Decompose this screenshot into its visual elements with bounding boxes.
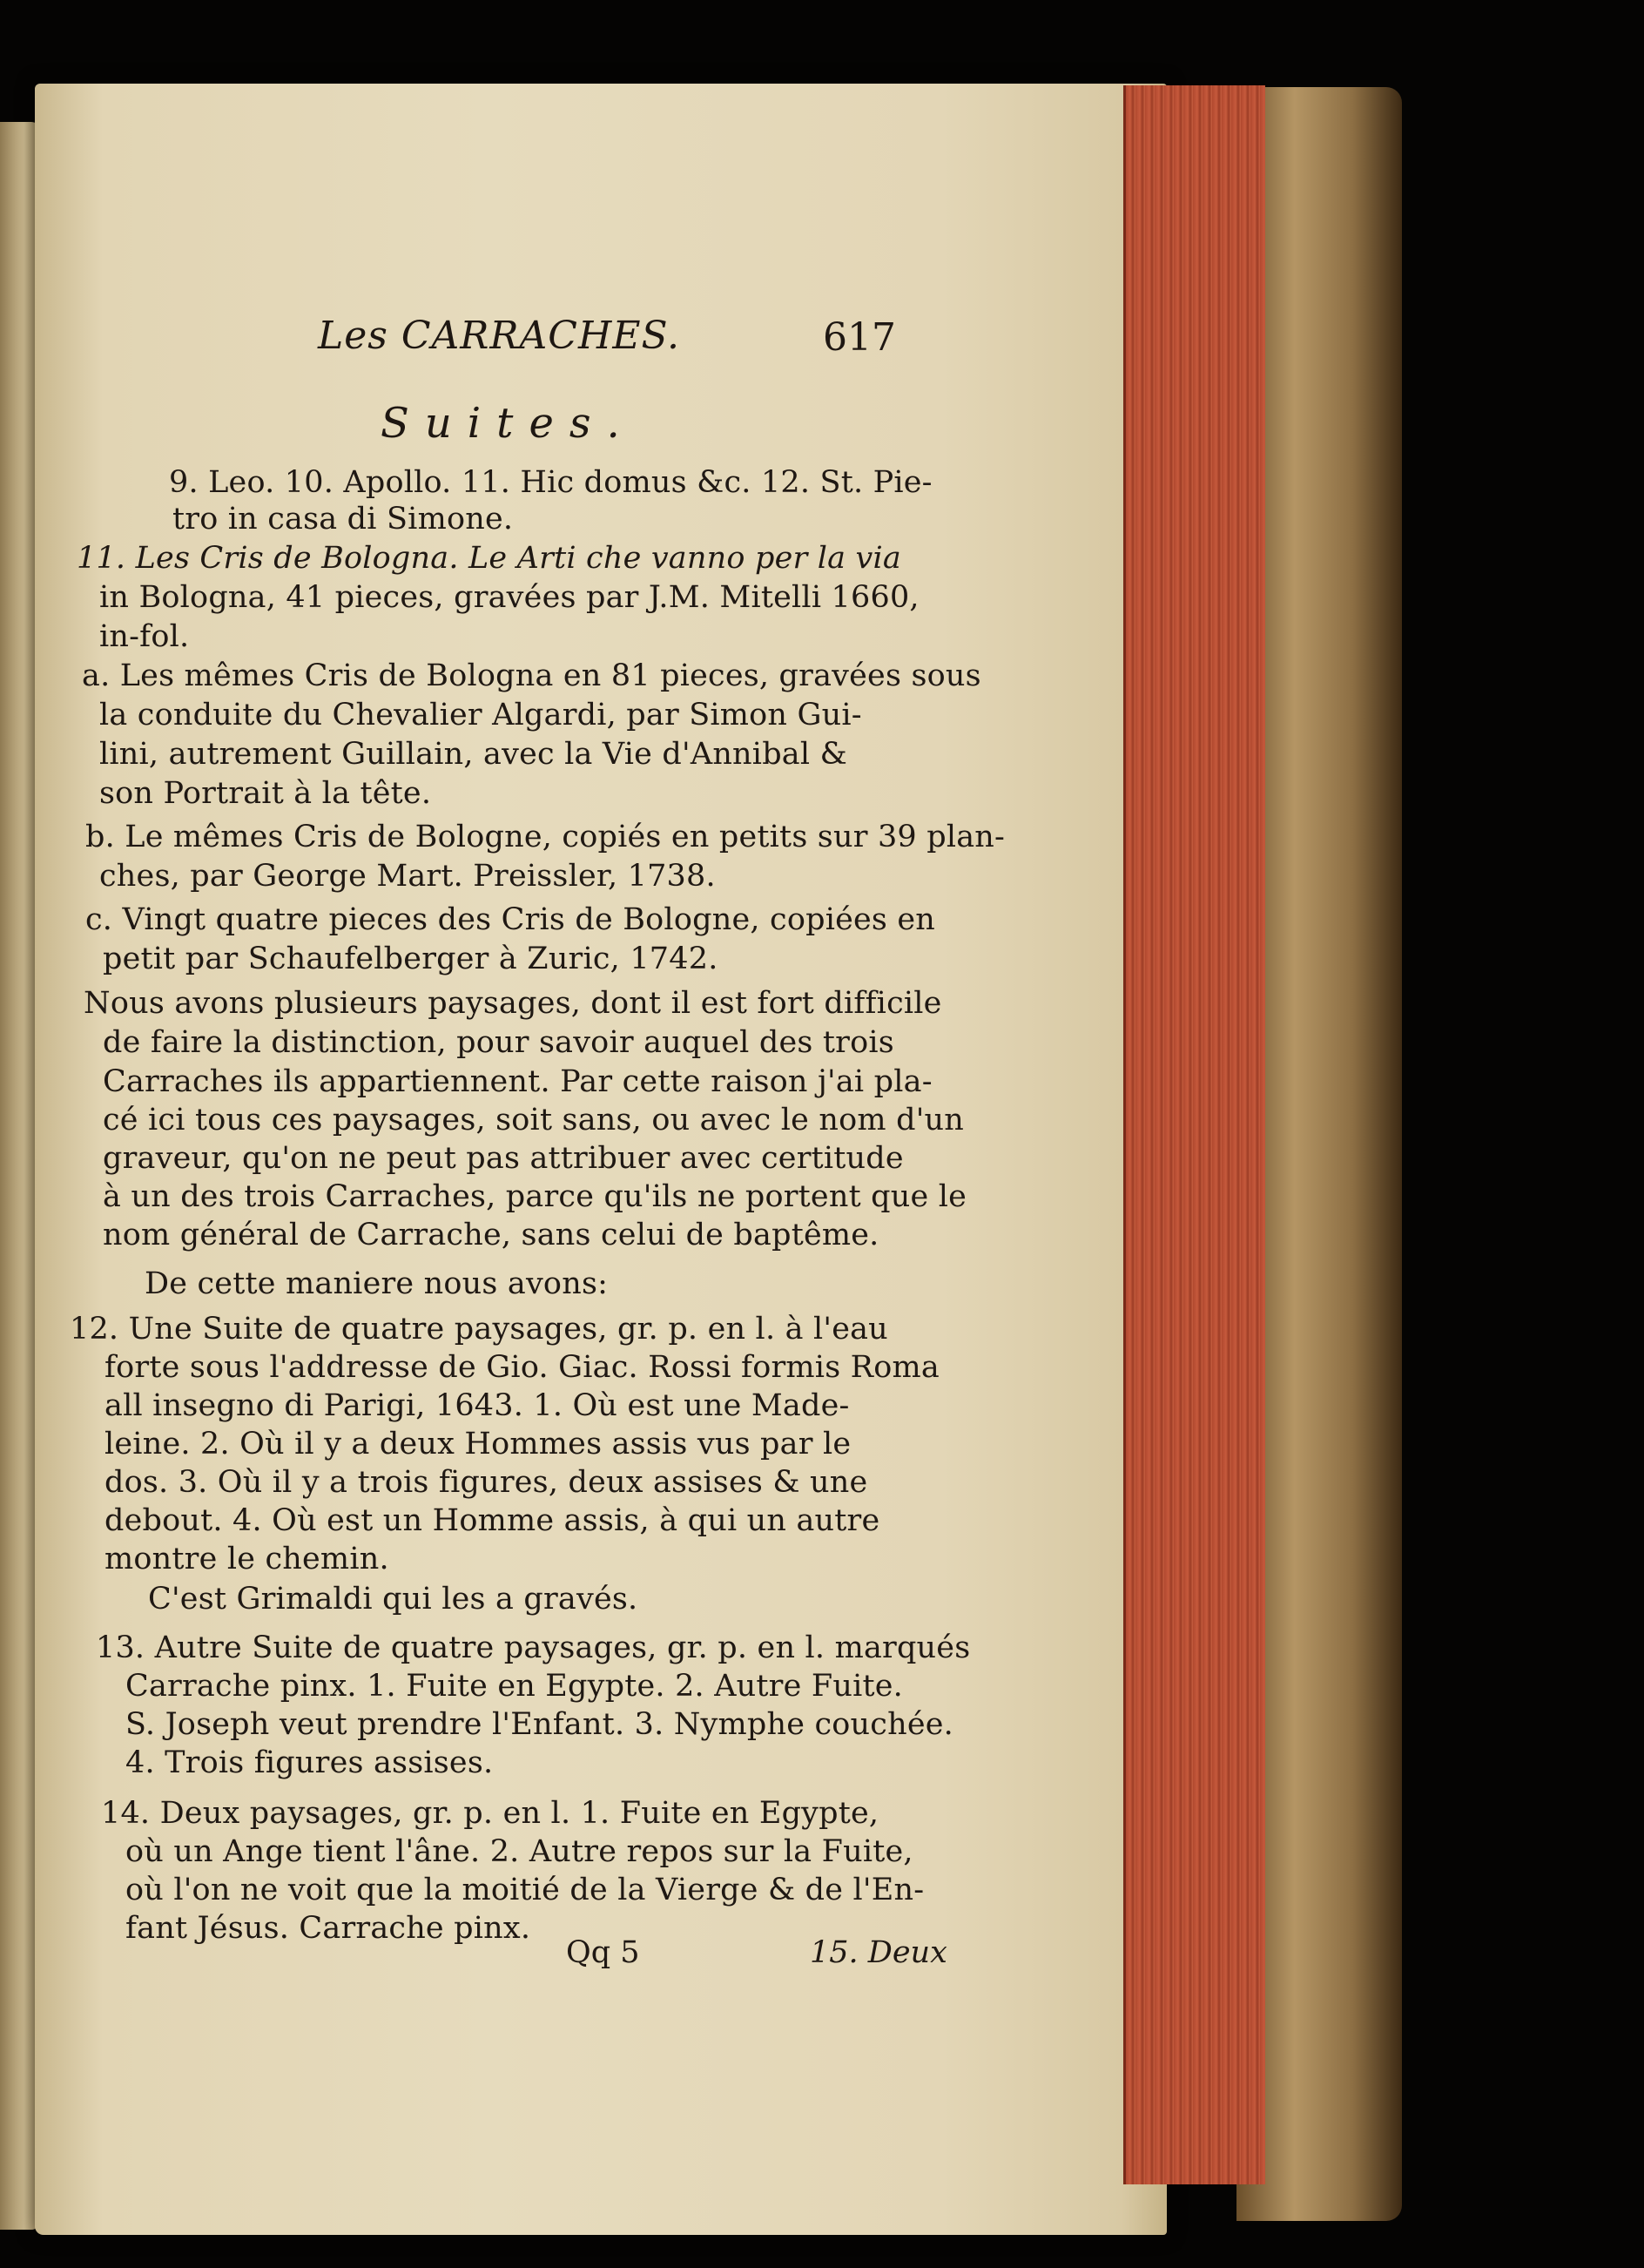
text-line: b. Le mêmes Cris de Bologne, copiés en petits sur 39 plan- bbox=[85, 820, 1006, 854]
text-line: petit par Schaufelberger à Zuric, 1742. bbox=[103, 942, 718, 976]
signature-mark: Qq 5 bbox=[566, 1935, 640, 1970]
text-line: montre le chemin. bbox=[104, 1542, 389, 1576]
text-line: 12. Une Suite de quatre paysages, gr. p. en l. à l'eau bbox=[70, 1312, 888, 1347]
text-line: à un des trois Carraches, parce qu'ils ne portent que le bbox=[103, 1179, 967, 1214]
text-line: debout. 4. Où est un Homme assis, à qui un autre bbox=[104, 1503, 880, 1538]
text-line: 9. Leo. 10. Apollo. 11. Hic domus &c. 12. St. Pie- bbox=[169, 465, 933, 500]
text-line: cé ici tous ces paysages, soit sans, ou avec le nom d'un bbox=[103, 1103, 965, 1137]
text-line: Carrache pinx. 1. Fuite en Egypte. 2. Autre Fuite. bbox=[125, 1669, 903, 1704]
text-line: 11. Les Cris de Bologna. Le Arti che vanno per la via bbox=[77, 541, 901, 576]
text-line: leine. 2. Où il y a deux Hommes assis vus par le bbox=[104, 1427, 852, 1461]
section-heading: Suites. bbox=[381, 399, 636, 448]
text-line: C'est Grimaldi qui les a gravés. bbox=[148, 1582, 638, 1617]
text-line: Nous avons plusieurs paysages, dont il est fort difficile bbox=[84, 986, 942, 1021]
page-number: 617 bbox=[823, 315, 896, 360]
text-line: graveur, qu'on ne peut pas attribuer avec certitude bbox=[103, 1141, 904, 1176]
running-header-title: Les CARRACHES. bbox=[318, 314, 681, 358]
text-line: S. Joseph veut prendre l'Enfant. 3. Nymphe couchée. bbox=[125, 1707, 953, 1742]
text-line: Carraches ils appartiennent. Par cette raison j'ai pla- bbox=[103, 1064, 933, 1099]
text-line: lini, autrement Guillain, avec la Vie d'Annibal & bbox=[99, 737, 847, 772]
text-line: nom général de Carrache, sans celui de baptême. bbox=[103, 1218, 879, 1252]
text-line: De cette maniere nous avons: bbox=[145, 1266, 609, 1301]
text-line: a. Les mêmes Cris de Bologna en 81 pieces, gravées sous bbox=[82, 658, 981, 693]
fore-edge bbox=[1123, 85, 1265, 2184]
text-line: 14. Deux paysages, gr. p. en l. 1. Fuite en Egypte, bbox=[101, 1796, 879, 1831]
text-line: où un Ange tient l'âne. 2. Autre repos sur la Fuite, bbox=[125, 1834, 913, 1869]
book-page bbox=[35, 84, 1167, 2235]
text-line: où l'on ne voit que la moitié de la Vierge & de l'En- bbox=[125, 1873, 925, 1907]
text-line: dos. 3. Où il y a trois figures, deux assises & une bbox=[104, 1465, 868, 1500]
text-line: fant Jésus. Carrache pinx. bbox=[125, 1911, 531, 1946]
text-line: tro in casa di Simone. bbox=[172, 502, 514, 537]
catchword: 15. Deux bbox=[810, 1935, 947, 1970]
text-line: ches, par George Mart. Preissler, 1738. bbox=[99, 859, 716, 894]
text-line: son Portrait à la tête. bbox=[99, 776, 432, 811]
text-line: de faire la distinction, pour savoir auquel des trois bbox=[103, 1025, 894, 1060]
text-line: in Bologna, 41 pieces, gravées par J.M. Mitelli 1660, bbox=[99, 580, 920, 615]
text-line: 13. Autre Suite de quatre paysages, gr. p. en l. marqués bbox=[96, 1630, 971, 1665]
text-line: all insegno di Parigi, 1643. 1. Où est une Made- bbox=[104, 1388, 850, 1423]
text-line: in-fol. bbox=[99, 619, 190, 654]
text-line: c. Vingt quatre pieces des Cris de Bologne, copiées en bbox=[85, 902, 936, 937]
text-line: forte sous l'addresse de Gio. Giac. Rossi formis Roma bbox=[104, 1350, 940, 1385]
text-line: la conduite du Chevalier Algardi, par Simon Gui- bbox=[99, 698, 862, 732]
text-line: 4. Trois figures assises. bbox=[125, 1745, 494, 1780]
